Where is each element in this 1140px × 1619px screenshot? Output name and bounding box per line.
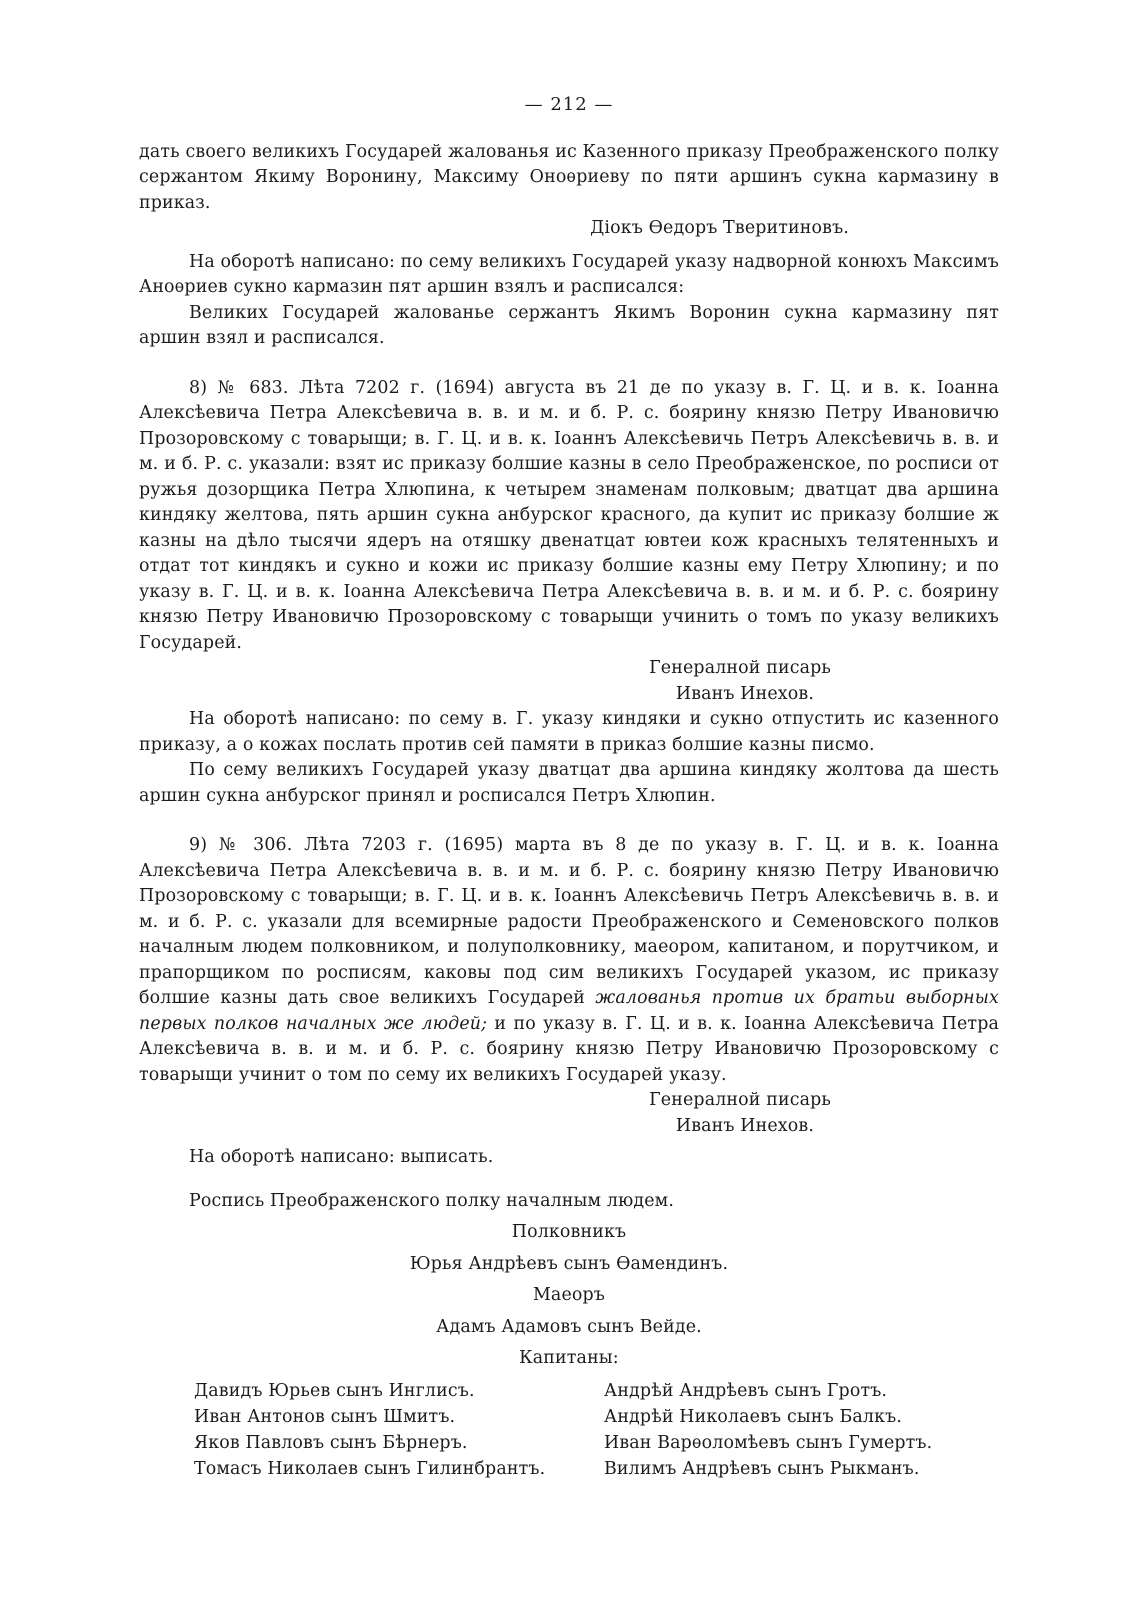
document-page — [139, 92, 999, 1482]
colonel-name: Юрья Андрѣевъ сынъ Ѳамендинъ. — [409, 1253, 729, 1274]
captains-list — [194, 1378, 999, 1482]
document-9-signature — [139, 1088, 999, 1139]
list-item: Вилимъ Андрѣевъ сынъ Рыкманъ. — [604, 1458, 920, 1479]
list-item: Иван Варѳоломѣевъ сынъ Гумертъ. — [604, 1432, 933, 1453]
document-9-text — [139, 833, 999, 1088]
signature-title: Генералной писарь — [649, 658, 831, 678]
list-item: Андрѣй Андрѣевъ сынъ Гротъ. — [604, 1380, 888, 1401]
list-item: Томасъ Николаев сынъ Гилинбрантъ. — [194, 1458, 546, 1479]
document-8-receipt: По сему великихъ Государей указу дватцат два аршина киндяку жолтова да шесть аршин сукна анбурског принял и росписался Петръ Хлюпин. — [139, 760, 999, 806]
signature-name: Иванъ Инехов. — [675, 683, 814, 704]
list-item: Яков Павловъ сынъ Бѣрнеръ. — [194, 1432, 468, 1453]
captains-label: Капитаны: — [519, 1348, 619, 1368]
page-number: — 212 — — [524, 94, 614, 115]
signature-title: Генералной писарь — [649, 1090, 831, 1110]
document-9-text-end: и по указу в. Г. Ц. и в. к. Іоанна Алексѣевича Петра Алексѣевича в. в. и м. и б. Р. с. боярину князю Петру Ивановичю Прозоровскому с товарыщи учинит о том по сему их великихъ Государей указу. — [139, 1013, 999, 1085]
list-item: Андрѣй Николаевъ сынъ Балкъ. — [604, 1406, 903, 1427]
paragraph-order-text: дать своего великихъ Государей жалованья ис Казенного приказу Преображенского полку сержантом Якиму Воронину, Максиму Оноѳриеву по пяти аршинъ сукна кармазину в приказ. — [139, 141, 999, 213]
roster-title: Роспись Преображенского полку началным людем. — [189, 1190, 675, 1211]
list-item: Иван Антонов сынъ Шмитъ. — [194, 1406, 456, 1427]
major-name: Адамъ Адамовъ сынъ Вейде. — [436, 1316, 702, 1337]
list-item: Давидъ Юрьев сынъ Инглисъ. — [194, 1380, 475, 1401]
signature-name: Иванъ Инехов. — [675, 1115, 814, 1136]
document-9-italic-text: жалованья против их братьи выборных первых полков началных же людей; — [139, 988, 1000, 1034]
reverse-note-1: На оборотѣ написано: по сему великихъ Государей указу надворной конюхъ Максимъ Аноѳриев сукно кармазин пят аршин взялъ и расписался: — [139, 251, 999, 297]
major-label: Маеоръ — [532, 1285, 606, 1305]
document-9-reverse-note: На оборотѣ написано: выписать. — [189, 1147, 494, 1167]
receipt-note-1: Великих Государей жалованье сержантъ Якимъ Воронин сукна кармазину пят аршин взял и расписался. — [139, 302, 999, 348]
document-9-text-main: 9) № 306. Лѣта 7203 г. (1695) марта въ 8 де по указу в. Г. Ц. и в. к. Іоанна Алексѣевича Петра Алексѣевича в. в. и м. и б. Р. с. боярину князю Петру Ивановичю Прозоровскому с товарыщи; в. Г. Ц. и в. к. Іоаннъ Алексѣевичь Петръ Алексѣевичь в. в. и м. и б. Р. с. указали для всемирные радости Преображенского и Семеновского полков началным людем полковником, и полуполковнику, маеором, капитаном, и порутчиком, и прапорщиком по росписям, каковы под сим великихъ Государей указом, ис приказу болшие казны дать свое великихъ Государей — [139, 835, 999, 1008]
document-8-reverse-note: На оборотѣ написано: по сему в. Г. указу киндяки и сукно отпустить ис казенного приказу, а о кожах послать против сей памяти в приказ болшие казны писмо. — [139, 709, 999, 755]
document-8-signature — [139, 656, 999, 707]
document-8-text: 8) № 683. Лѣта 7202 г. (1694) августа въ 21 де по указу в. Г. Ц. и в. к. Іоанна Алексѣевича Петра Алексѣевича в. в. и м. и б. Р. с. боярину князю Петру Ивановичю Прозоровскому с товарыщи; в. Г. Ц. и в. к. Іоаннъ Алексѣевичь Петръ Алексѣевичь в. в. и м. и б. Р. с. указали: взят ис приказу болшие казны в село Преображенское, по росписи от ружья дозорщика Петра Хлюпина, к четырем знаменам полковым; дватцат два аршина киндяку желтова, пять аршин сукна анбурског красного, да купит ис приказу болшие ж казны на дѣло тысячи ядеръ на отяшку двенатцат ювтеи кож красныхъ телятенныхъ и отдат тот киндякъ и сукно и кожи ис приказу болшие казны ему Петру Хлюпину; и по указу в. Г. Ц. и в. к. Іоанна Алексѣевича Петра Алексѣевича в. в. и м. и б. Р. с. боярину князю Петру Ивановичю Прозоровскому с товарыщи учинить о томъ по указу великихъ Государей. — [139, 377, 999, 653]
colonel-label: Полковникъ — [511, 1222, 627, 1242]
clerk-signature: Діокъ Ѳедоръ Тверитиновъ. — [590, 218, 849, 238]
